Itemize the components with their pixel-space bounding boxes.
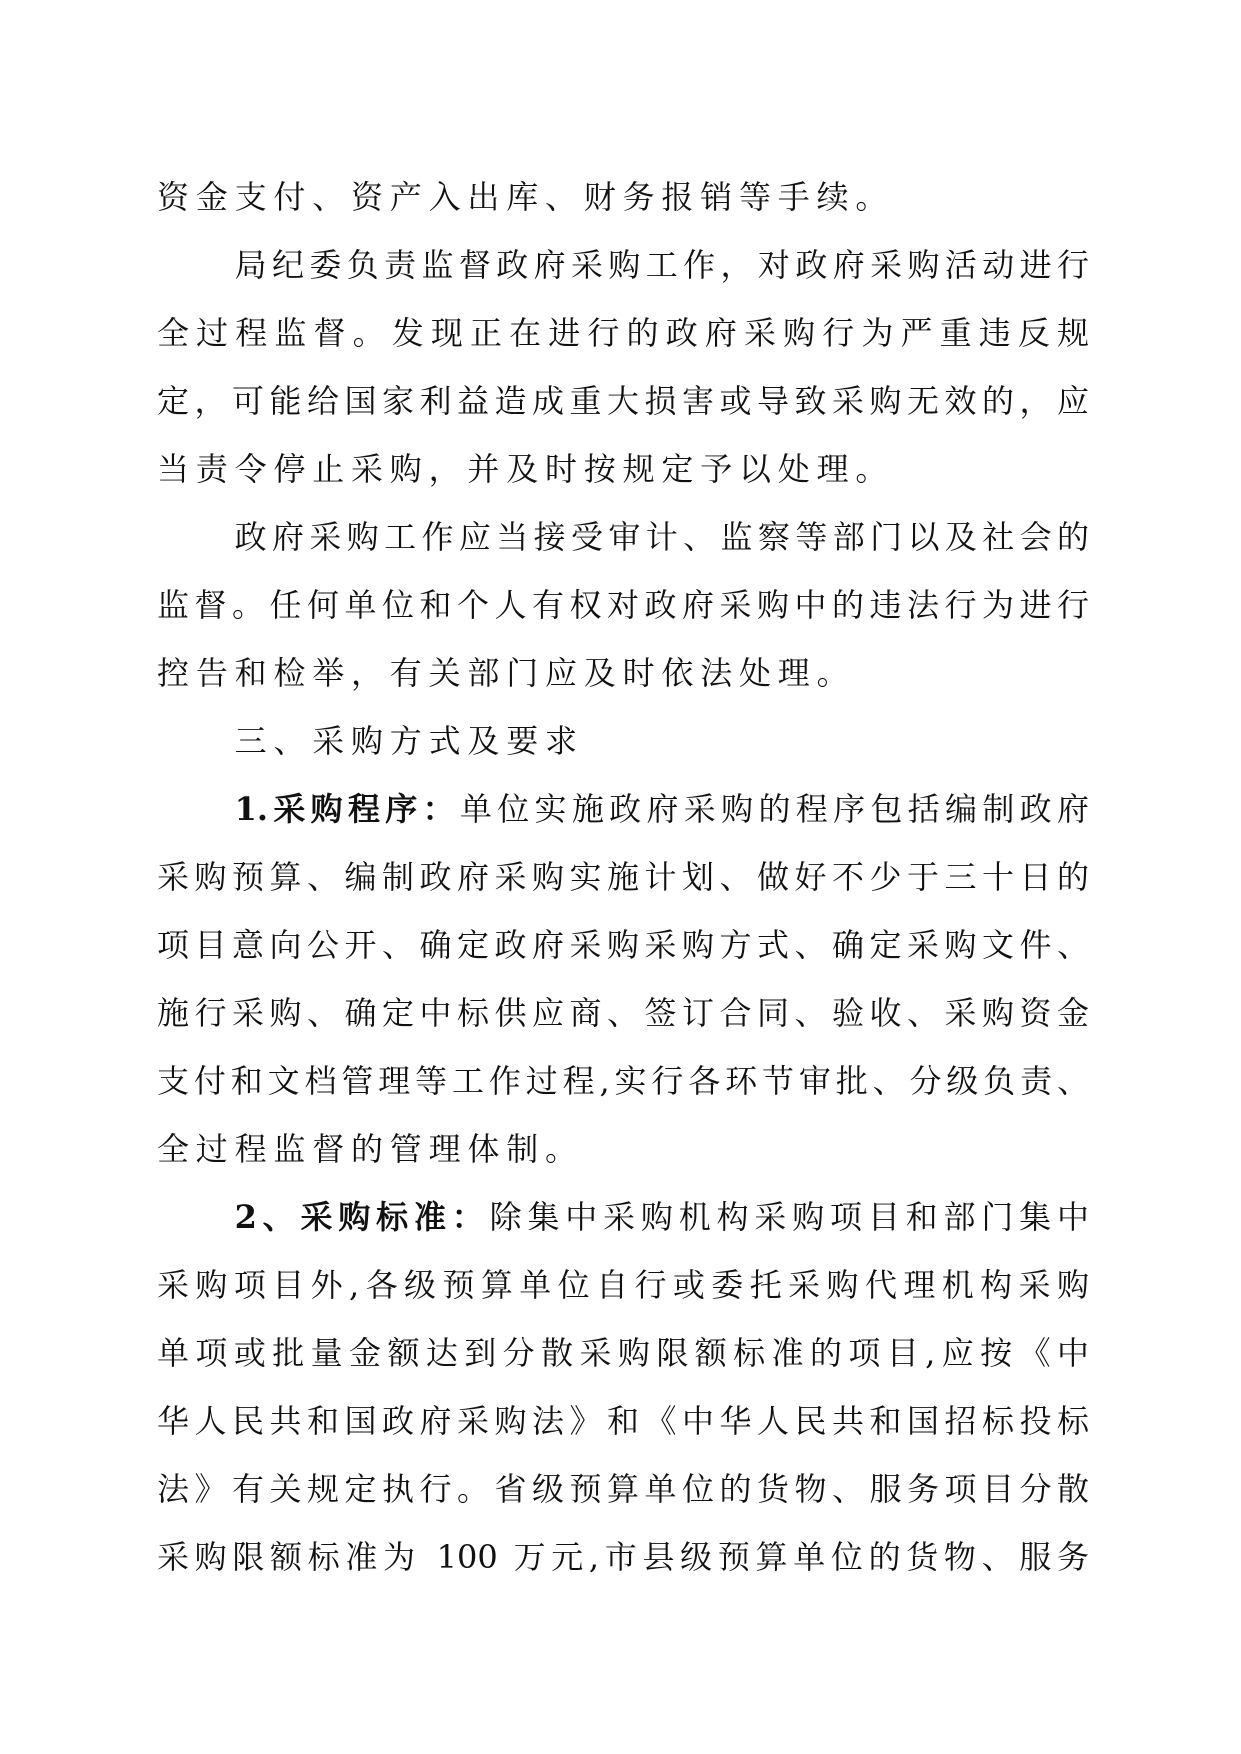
paragraph-line: 当责令停止采购，并及时按规定予以处理。 bbox=[157, 450, 895, 488]
paragraph-line: 项目意向公开、确定政府采购采购方式、确定采购文件、 bbox=[157, 926, 1089, 964]
paragraph-line: 华人民共和国政府采购法》和《中华人民共和国招标投标 bbox=[157, 1402, 1089, 1440]
paragraph-supervision bbox=[157, 231, 1089, 503]
paragraph-line: 采购项目外,各级预算单位自行或委托采购代理机构采购 bbox=[157, 1266, 1089, 1304]
paragraph-line: 法》有关规定执行。省级预算单位的货物、服务项目分散 bbox=[157, 1470, 1089, 1508]
paragraph-oversight bbox=[157, 503, 1089, 707]
paragraph-line-text: 除集中采购机构采购项目和部门集中 bbox=[489, 1198, 1089, 1236]
paragraph-lead: 1.采购程序： bbox=[234, 790, 460, 828]
paragraph-line: 控告和检举，有关部门应及时依法处理。 bbox=[157, 654, 856, 692]
section-heading-text: 三、采购方式及要求 bbox=[234, 722, 584, 760]
paragraph-line: 单项或批量金额达到分散采购限额标准的项目,应按《中 bbox=[157, 1334, 1089, 1372]
paragraph-line: 监督。任何单位和个人有权对政府采购中的违法行为进行 bbox=[157, 586, 1089, 624]
paragraph-procurement-procedure bbox=[157, 775, 1089, 1183]
paragraph-line: 定，可能给国家利益造成重大损害或导致采购无效的，应 bbox=[157, 382, 1089, 420]
paragraph-line: 政府采购工作应当接受审计、监察等部门以及社会的 bbox=[234, 518, 1089, 556]
paragraph-continuation bbox=[157, 163, 1089, 231]
paragraph-line bbox=[157, 775, 1089, 843]
paragraph-procurement-standard bbox=[157, 1183, 1089, 1591]
paragraph-line: 采购限额标准为 100 万元,市县级预算单位的货物、服务 bbox=[157, 1538, 1089, 1576]
paragraph-line: 局纪委负责监督政府采购工作，对政府采购活动进行 bbox=[234, 246, 1089, 284]
paragraph-line: 全过程监督的管理体制。 bbox=[157, 1130, 584, 1168]
document-body bbox=[157, 163, 1089, 1591]
paragraph-line: 全过程监督。发现正在进行的政府采购行为严重违反规 bbox=[157, 314, 1089, 352]
paragraph-line: 支付和文档管理等工作过程,实行各环节审批、分级负责、 bbox=[157, 1062, 1089, 1100]
paragraph-lead: 2、采购标准： bbox=[234, 1198, 490, 1236]
section-heading bbox=[157, 707, 1089, 775]
paragraph-line: 采购预算、编制政府采购实施计划、做好不少于三十日的 bbox=[157, 858, 1089, 896]
paragraph-line-text: 单位实施政府采购的程序包括编制政府 bbox=[459, 790, 1089, 828]
paragraph-line bbox=[157, 1183, 1089, 1251]
paragraph-line: 资金支付、资产入出库、财务报销等手续。 bbox=[157, 178, 895, 216]
paragraph-line: 施行采购、确定中标供应商、签订合同、验收、采购资金 bbox=[157, 994, 1089, 1032]
